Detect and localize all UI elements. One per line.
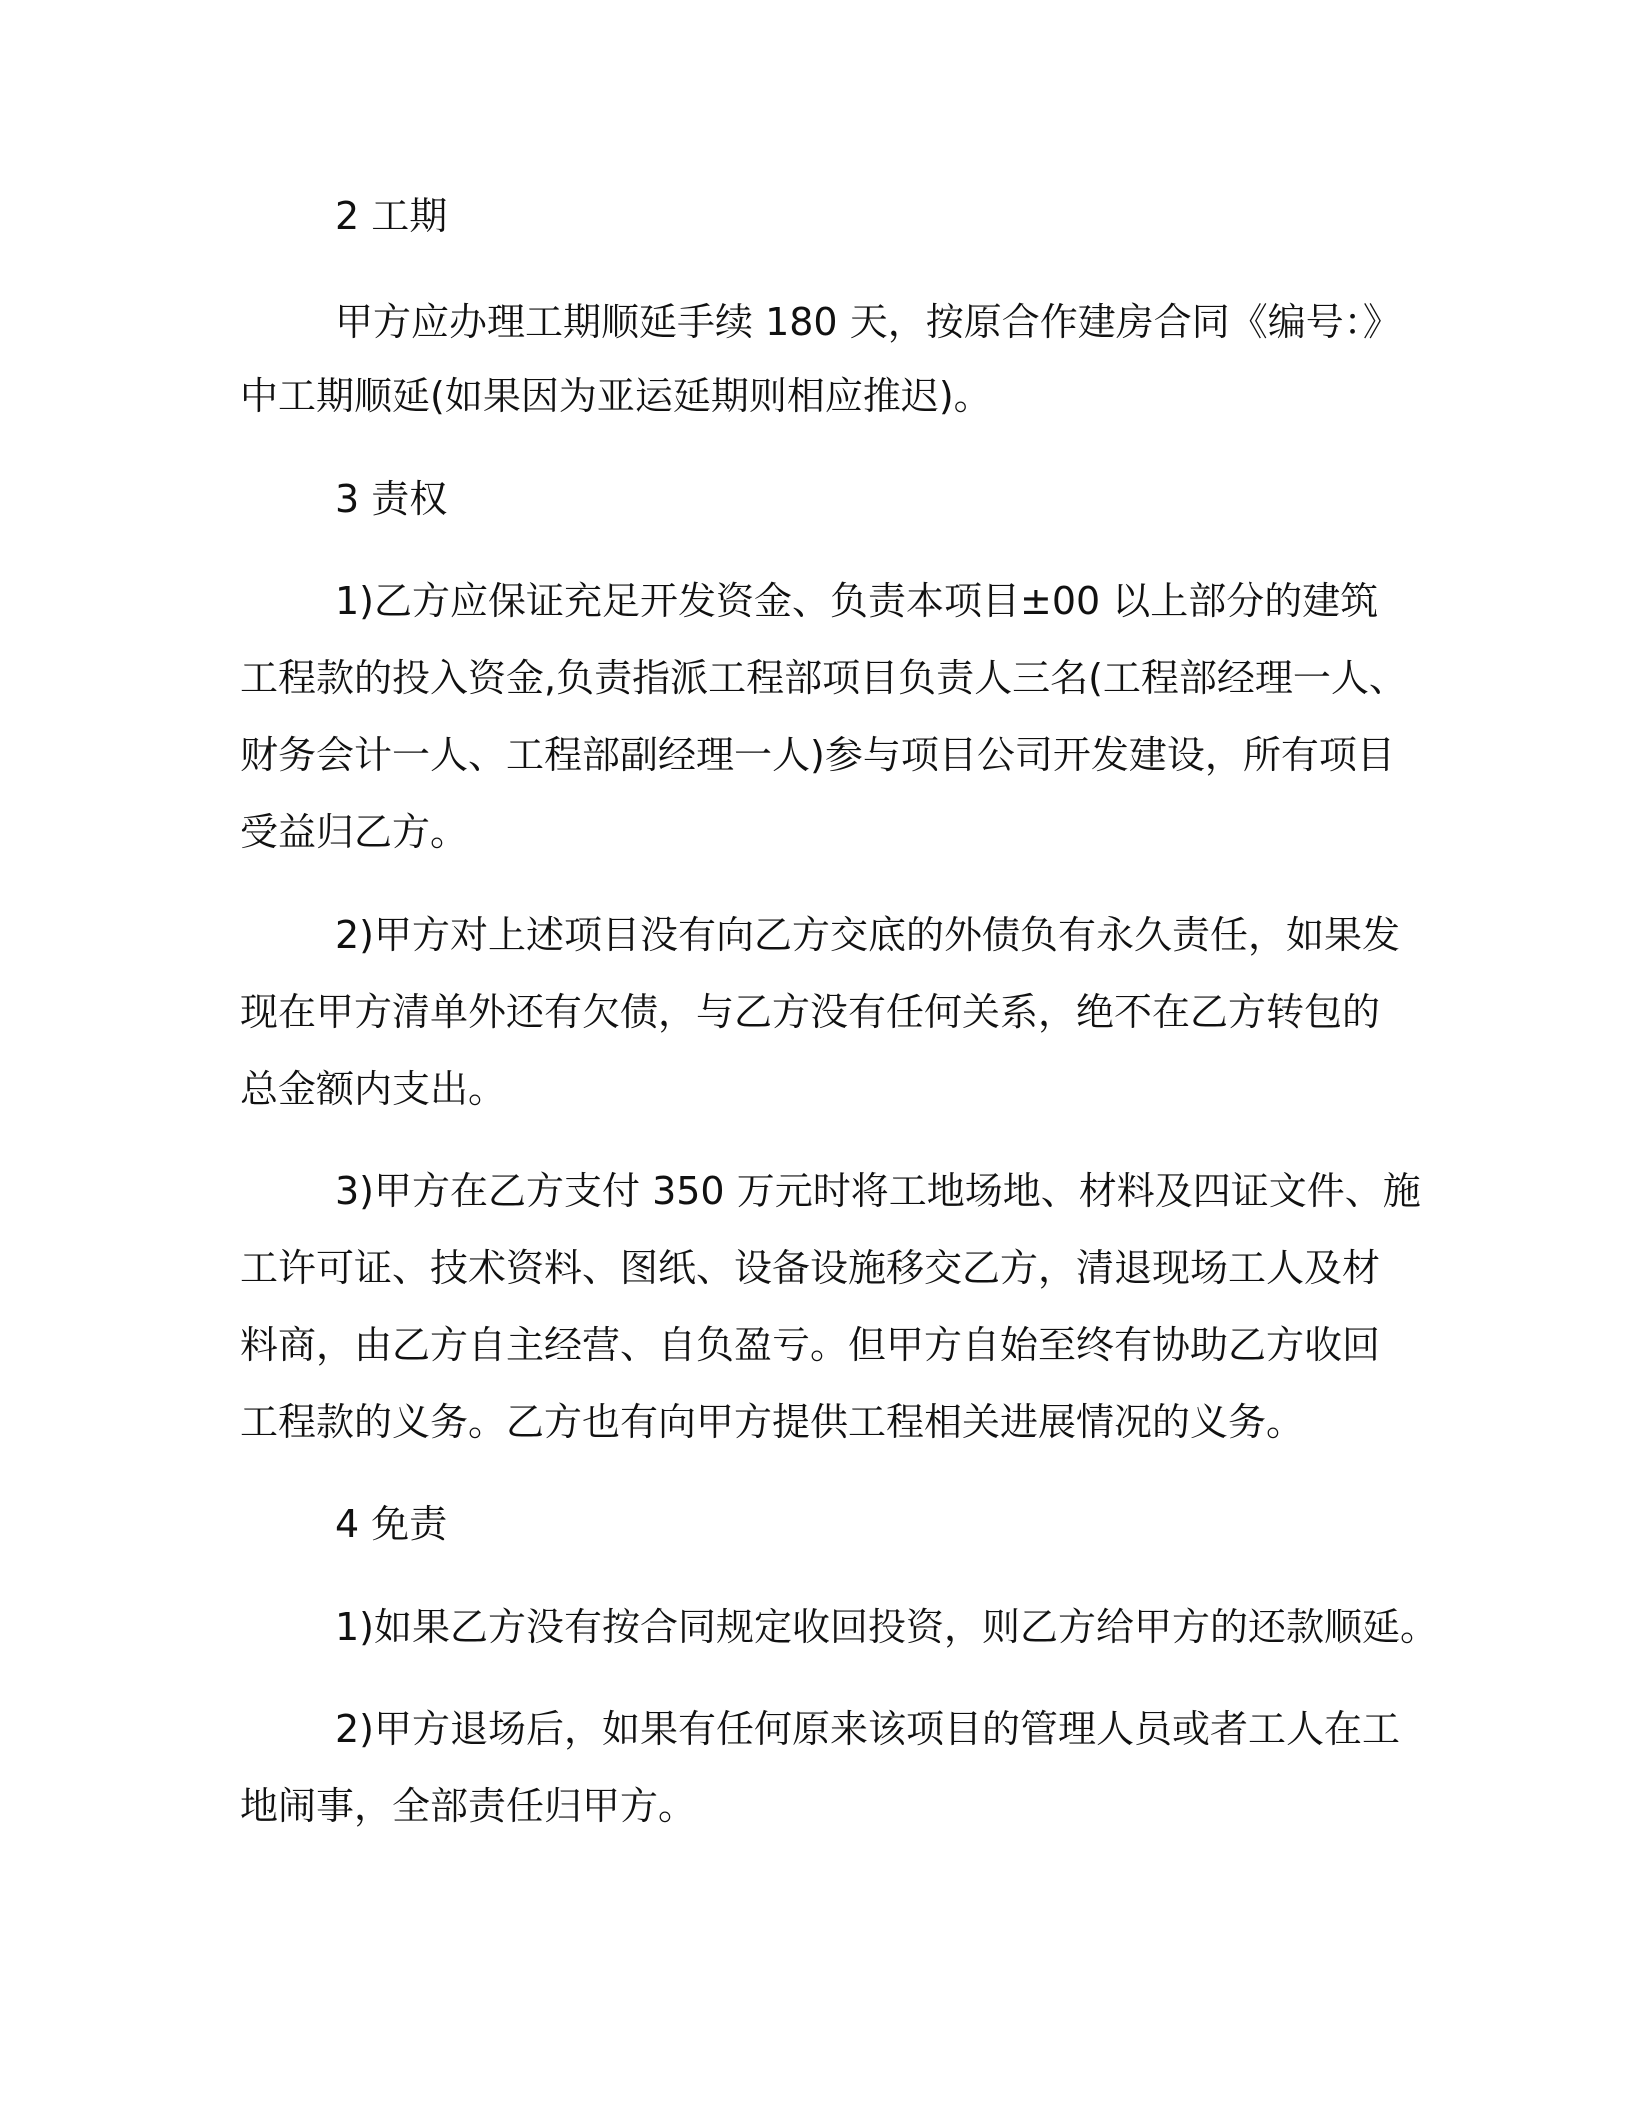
paragraph-line: 受益归乙方。 <box>240 810 469 854</box>
paragraph-line: 工许可证、技术资料、图纸、设备设施移交乙方，清退现场工人及材 <box>240 1246 1381 1290</box>
paragraph-line: 1)如果乙方没有按合同规定收回投资，则乙方给甲方的还款顺延。 <box>335 1605 1439 1649</box>
paragraph-line: 工程款的义务。乙方也有向甲方提供工程相关进展情况的义务。 <box>240 1400 1305 1444</box>
paragraph-line: 工程款的投入资金,负责指派工程部项目负责人三名(工程部经理一人、 <box>240 656 1407 700</box>
paragraph-line: 1)乙方应保证充足开发资金、负责本项目±00 以上部分的建筑 <box>335 579 1379 623</box>
paragraph-line: 中工期顺延(如果因为亚运延期则相应推迟)。 <box>240 374 992 418</box>
paragraph-line: 3)甲方在乙方支付 350 万元时将工地场地、材料及四证文件、施 <box>335 1169 1421 1213</box>
paragraph-line: 2)甲方退场后，如果有任何原来该项目的管理人员或者工人在工 <box>335 1707 1401 1751</box>
paragraph-line: 2)甲方对上述项目没有向乙方交底的外债负有永久责任，如果发 <box>335 913 1401 957</box>
section-heading-3: 3 责权 <box>335 477 448 521</box>
paragraph-line: 甲方应办理工期顺延手续 180 天，按原合作建房合同《编号：》 <box>335 300 1401 344</box>
paragraph-line: 现在甲方清单外还有欠债，与乙方没有任何关系，绝不在乙方转包的 <box>240 990 1381 1034</box>
paragraph-line: 料商，由乙方自主经营、自负盈亏。但甲方自始至终有协助乙方收回 <box>240 1323 1381 1367</box>
paragraph-line: 地闹事，全部责任归甲方。 <box>240 1784 697 1828</box>
section-heading-4: 4 免责 <box>335 1502 448 1546</box>
paragraph-line: 总金额内支出。 <box>240 1067 507 1111</box>
section-heading-2: 2 工期 <box>335 194 448 238</box>
paragraph-line: 财务会计一人、工程部副经理一人)参与项目公司开发建设，所有项目 <box>240 733 1395 777</box>
